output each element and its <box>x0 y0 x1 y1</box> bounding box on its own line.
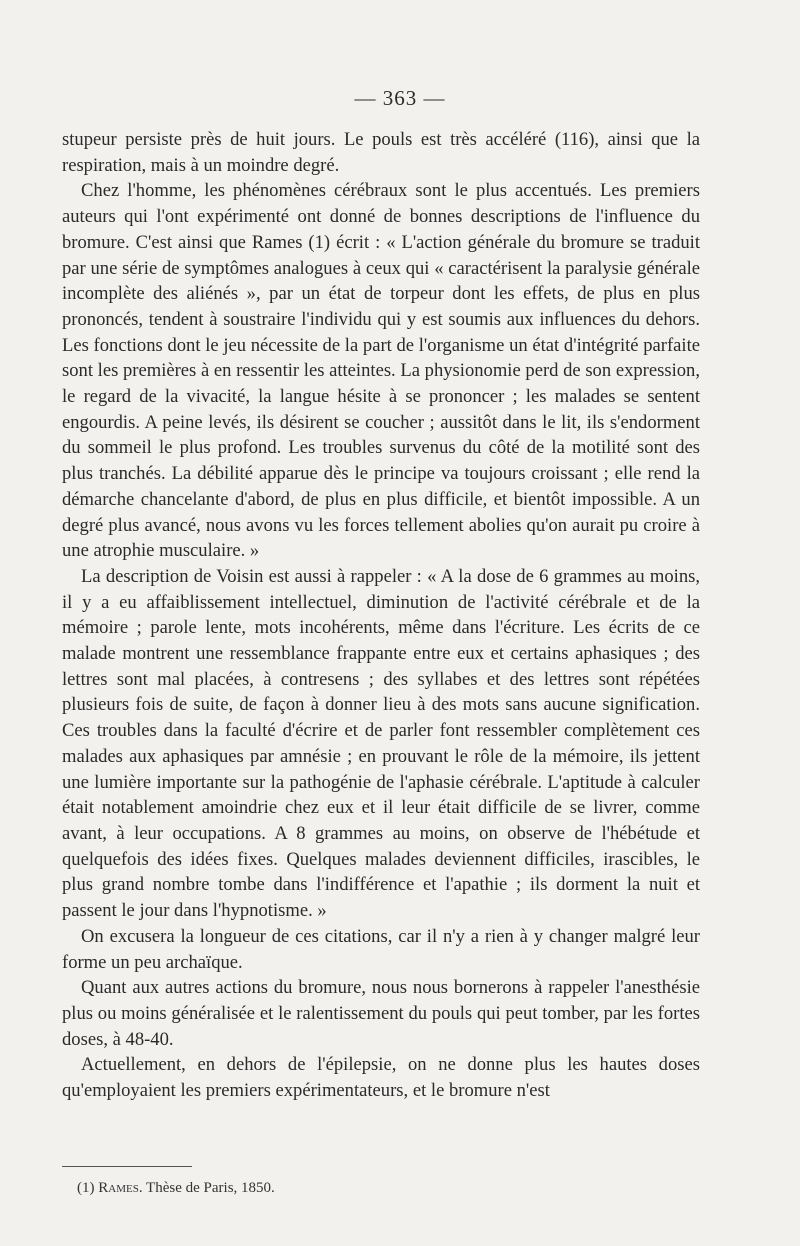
footnote-text: . Thèse de Paris, 1850. <box>138 1180 275 1196</box>
footnote-divider <box>62 1166 192 1167</box>
paragraph-6: Actuellement, en dehors de l'épilepsie, on ne donne plus les hautes doses qu'employaient les premiers expérimentateurs, et le bromure n'est <box>62 1054 700 1102</box>
paragraph-2: Chez l'homme, les phénomènes cérébraux sont le plus accentués. Les premiers auteurs qui l'ont expérimenté ont donné de bonnes descriptions de l'influence du bromure. C'est ainsi que Rames (1) écrit : « L'action générale du bromure se traduit par une série de symptômes analogues à ceux qui « caractérisent la paralysie générale incomplète des aliénés », par un état de torpeur dont les effets, de plus en plus prononcés, tendent à soustraire l'individu qui y est soumis aux influences du dehors. Les fonctions dont le jeu nécessite de la part de l'organisme un état d'intégrité parfaite sont les premières à en ressentir les atteintes. La physionomie perd de son expression, le regard de la vivacité, la langue hésite à se prononcer ; les malades se sentent engourdis. A peine levés, ils désirent se coucher ; aussitôt dans le lit, ils s'endorment du sommeil le plus profond. Les troubles survenus du côté de la motilité sont des plus tranchés. La débilité apparue dès le principe va toujours croissant ; elle rend la démarche chancelante d'abord, de plus en plus difficile, et bientôt impossible. A un degré plus avancé, nous avons vu les forces tellement abolies qu'on aurait pu croire à une atrophie musculaire. » <box>62 180 700 562</box>
footnote-marker: (1) <box>77 1180 95 1196</box>
paragraph-5: Quant aux autres actions du bromure, nous nous bornerons à rappeler l'anesthésie plus ou moins généralisée et le ralentissement du pouls qui peut tomber, par les fortes doses, à 48-40. <box>62 977 700 1050</box>
footnote <box>77 1178 275 1198</box>
page-number: — 363 — <box>354 86 446 110</box>
paragraph-3: La description de Voisin est aussi à rappeler : « A la dose de 6 grammes au moins, il y a eu affaiblissement intellectuel, diminution de l'activité cérébrale et de la mémoire ; parole lente, mots incohérents, même dans l'écriture. Les écrits de ce malade montrent une ressemblance frappante entre eux et certains aphasiques ; des lettres sont mal placées, à contresens ; des syllabes et des lettres sont répétées plusieurs fois de suite, de façon à donner lieu à des mots sans aucune signification. Ces troubles dans la faculté d'écrire et de parler font ressembler complètement ces malades aux aphasiques par amnésie ; en prouvant le rôle de la mémoire, ils jettent une lumière importante sur la pathogénie de l'aphasie cérébrale. L'aptitude à calculer était notablement amoindrie chez eux et il leur était difficile de se livrer, comme avant, à leur occupations. A 8 grammes au moins, on observe de l'hébétude et quelquefois des idées fixes. Quelques malades deviennent difficiles, irascibles, le plus grand nombre tombe dans l'indifférence et l'apathie ; ils dorment la nuit et passent le jour dans l'hypnotisme. » <box>62 565 700 922</box>
body-text <box>62 127 700 1104</box>
paragraph-1: stupeur persiste près de huit jours. Le pouls est très accéléré (116), ainsi que la respiration, mais à un moindre degré. <box>62 129 700 176</box>
footnote-author: Rames <box>98 1180 139 1196</box>
paragraph-4: On excusera la longueur de ces citations, car il n'y a rien à y changer malgré leur forme un peu archaïque. <box>62 925 700 973</box>
